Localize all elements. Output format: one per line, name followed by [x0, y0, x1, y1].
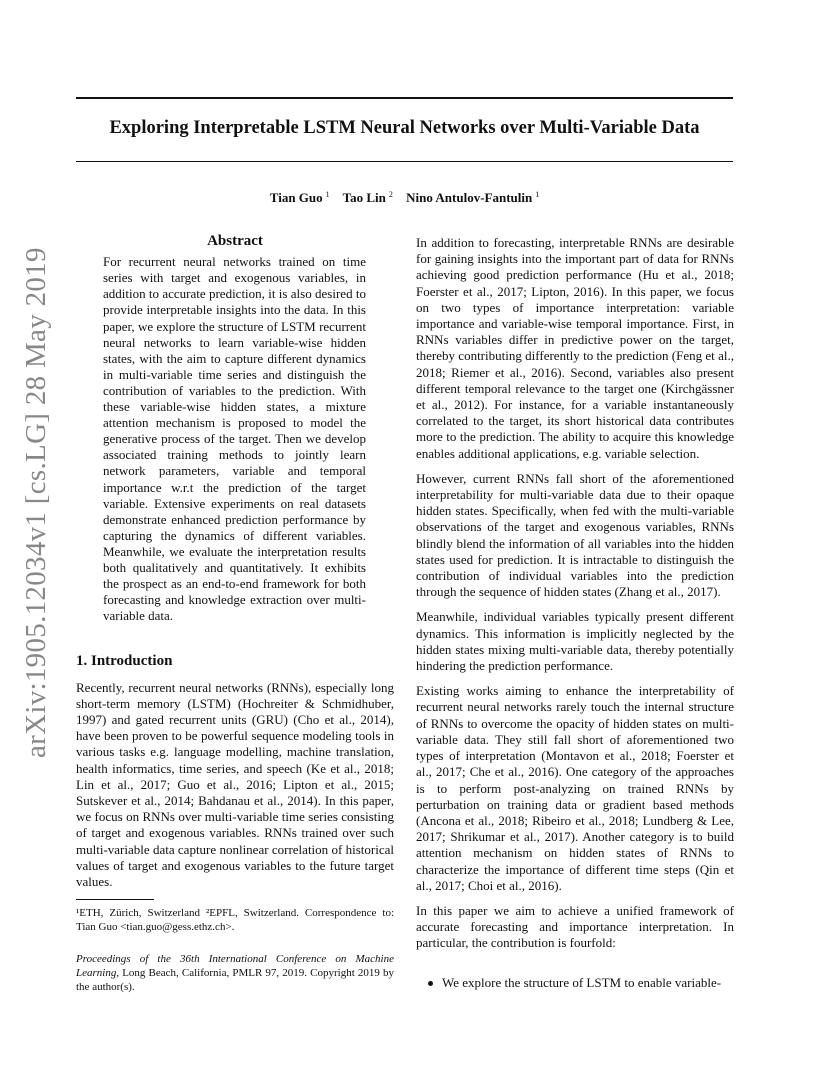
paper-title: Exploring Interpretable LSTM Neural Networks over Multi-Variable Data	[109, 118, 700, 138]
abstract-body: For recurrent neural networks trained on time series with target and exogenous variables, in addition to accurate prediction, it is also desired to provide interpretable insights into the data. In this paper, we explore the structure of LSTM recurrent neural networks to learn variable-wise hidden states, with the aim to capture different dynamics in multi-variable time series and distinguish the contribution of variables to the prediction. With these variable-wise hidden states, a mixture attention mechanism is proposed to model the generative process of the target. Then we develop associated training methods to jointly learn network parameters, variable and temporal importance w.r.t the prediction of the target variable. Extensive experiments on real datasets demonstrate enhanced prediction performance by capturing the dynamics of different variables. Meanwhile, we evaluate the interpretation results both qualitatively and quantitatively. It exhibits the prospect as an end-to-end framework for both forecasting and knowledge extraction over multi-variable data.	[103, 254, 366, 624]
body-paragraph: In addition to forecasting, interpretable RNNs are desirable for gaining insights into the important part of data for RNNs achieving good prediction performance (Hu et al., 2018; Foerster et al., 2017; Lipton, 2016). In this paper, we focus on two types of importance interpretation: variable importance and variable-wise temporal importance. First, in RNNs variables differ in predictive power on the target, thereby contributing differently to the prediction (Feng et al., 2018; Riemer et al., 2016). Second, variables also present different temporal relevance to the target one (Kirchgässner et al., 2012). For instance, for a variable instantaneously correlated to the target, its short historical data contributes more to the prediction. The ability to acquire this knowledge enables additional applications, e.g. variable selection.	[416, 235, 734, 461]
footnote-rule	[76, 899, 154, 900]
section-heading-introduction: 1. Introduction	[76, 653, 173, 670]
proceedings-note: Proceedings of the 36th International Conference on Machine Learning, Long Beach, California, PMLR 97, 2019. Copyright 2019 by the author(s).	[76, 953, 394, 994]
affiliation-footnote: ¹ETH, Zürich, Switzerland ²EPFL, Switzerland. Correspondence to: Tian Guo <tian.guo@gess.ethz.ch>.	[76, 907, 394, 934]
abstract-heading: Abstract	[207, 233, 263, 249]
right-column	[416, 235, 734, 991]
contribution-bullet: We explore the structure of LSTM to enable variable-	[416, 975, 734, 991]
author-list	[76, 190, 733, 206]
arxiv-identifier: arXiv:1905.12034v1 [cs.LG] 28 May 2019	[20, 247, 52, 758]
body-paragraph: Existing works aiming to enhance the interpretability of recurrent neural networks rarely touch the internal structure of RNNs to overcome the opacity of hidden states on multi-variable data. They still fall short of aforementioned two types of interpretation (Montavon et al., 2018; Foerster et al., 2017; Che et al., 2016). One category of the approaches is to perform post-analyzing on trained RNNs by perturbation on training data or gradient based methods (Ancona et al., 2018; Ribeiro et al., 2018; Lundberg & Lee, 2017; Shrikumar et al., 2017). Another category is to build attention mechanism on hidden states of RNNs to characterize the importance of different time steps (Qin et al., 2017; Choi et al., 2016).	[416, 683, 734, 893]
body-paragraph: In this paper we aim to achieve a unified framework of accurate forecasting and importance interpretation. In particular, the contribution is fourfold:	[416, 902, 734, 951]
title-rule-top	[76, 97, 733, 99]
author: Nino Antulov-Fantulin $^1$	[406, 190, 540, 206]
bullet-icon	[428, 981, 433, 986]
title-rule-bottom	[76, 161, 733, 162]
body-paragraph: However, current RNNs fall short of the aforementioned interpretability for multi-variable data due to their opaque hidden states. Specifically, when fed with the multi-variable observations of the target and exogenous variables, RNNs blindly blend the information of all variables into the hidden states used for prediction. It is intractable to distinguish the contribution of individual variables into the prediction through the sequence of hidden states (Zhang et al., 2017).	[416, 470, 734, 600]
introduction-paragraph: Recently, recurrent neural networks (RNNs), especially long short-term memory (LSTM) (Hochreiter & Schmidhuber, 1997) and gated recurrent units (GRU) (Cho et al., 2014), have been proven to be powerful sequence modeling tools in various tasks e.g. language modelling, machine translation, health informatics, time series, and speech (Ke et al., 2018; Lin et al., 2017; Guo et al., 2016; Lipton et al., 2015; Sutskever et al., 2014; Bahdanau et al., 2014). In this paper, we focus on RNNs over multi-variable time series consisting of target and exogenous variables. RNNs trained over such multi-variable data capture nonlinear correlation of historical values of target and exogenous variables to the future target values.	[76, 679, 394, 889]
body-paragraph: Meanwhile, individual variables typically present different dynamics. This information is implicitly neglected by the hidden states mixing multi-variable data, thereby potentially hindering the prediction performance.	[416, 609, 734, 674]
author: Tian Guo $^1$	[269, 190, 330, 206]
left-column	[76, 233, 394, 994]
author: Tao Lin $^2$	[342, 190, 393, 206]
